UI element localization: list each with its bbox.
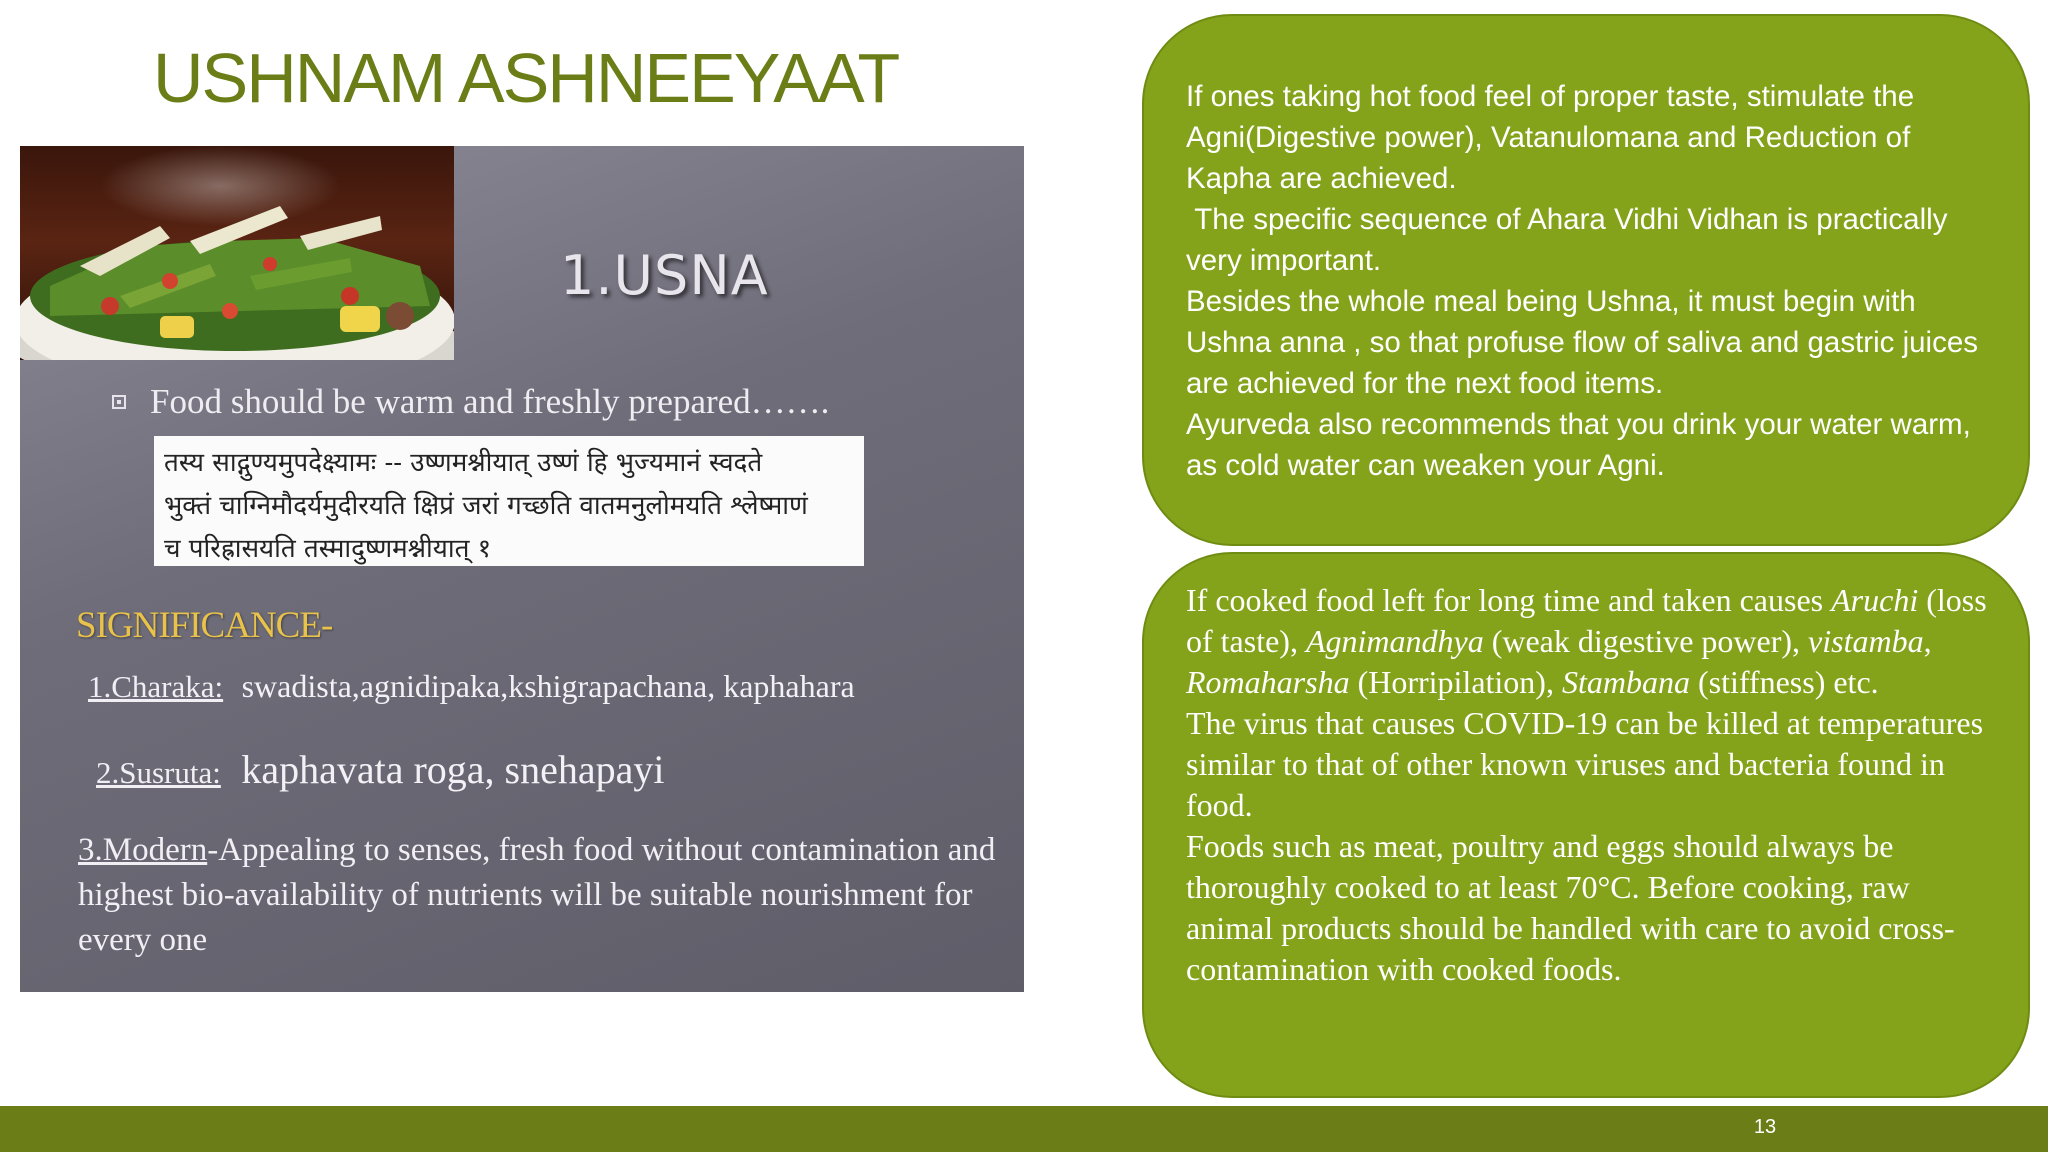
- susruta-row: [96, 746, 664, 793]
- term-vistamba: vistamba: [1808, 623, 1924, 659]
- charaka-label: 1.Charaka:: [88, 669, 224, 704]
- box1-paragraph: Ayurveda also recommends that you drink your water warm, as cold water can weaken your Agni.: [1186, 408, 1971, 482]
- sanskrit-verse-box: [154, 436, 864, 566]
- modern-text: -Appealing to senses, fresh food without contamination and highest bio-availability of nutrients will be suitable nourishment for every one: [78, 832, 996, 958]
- salad-bowl-illustration: [20, 146, 454, 360]
- text-span: ,: [1923, 623, 1932, 659]
- sanskrit-line: भुक्तं चाग्निमौदर्यमुदीरयति क्षिप्रं जरां गच्छति वातमनुलोमयति श्लेष्माणं: [164, 491, 808, 521]
- bullet-text: Food should be warm and freshly prepared…….: [150, 382, 830, 421]
- text-span: If cooked food left for long time and taken causes: [1186, 582, 1832, 618]
- food-safety-box: [1142, 552, 2030, 1098]
- text-span: (loss of taste),: [1186, 582, 1987, 659]
- sanskrit-line: च परिह्रासयति तस्मादुष्णमश्नीयात् १: [164, 534, 492, 564]
- food-bowl-photo: [20, 146, 454, 360]
- modern-label: 3.Modern: [78, 832, 208, 868]
- embedded-slide-image: [20, 146, 1024, 992]
- sanskrit-line: तस्य साद्गुण्यमुपदेक्ष्यामः -- उष्णमश्नीयात् उष्णं हि भुज्यमानं स्वदते: [164, 448, 763, 478]
- text-span: (stiffness) etc.: [1689, 664, 1879, 700]
- charaka-text: swadista,agnidipaka,kshigrapachana, kaphahara: [241, 668, 855, 704]
- text-span: (weak digestive power),: [1483, 623, 1809, 659]
- box2-paragraph: The virus that causes COVID-19 can be killed at temperatures similar to that of other known viruses and bacteria found in food.: [1186, 705, 1984, 823]
- slide-number: 13: [1753, 1116, 1777, 1138]
- slide-title: USHNAM ASHNEEYAAT: [153, 39, 899, 117]
- square-bullet-icon: [112, 395, 126, 409]
- text-span: (Horripilation),: [1349, 664, 1562, 700]
- term-agnimandhya: Agnimandhya: [1305, 623, 1484, 659]
- significance-heading: SIGNIFICANCE-: [76, 605, 333, 646]
- ushna-benefits-box: [1142, 14, 2030, 546]
- susruta-text: kaphavata roga, snehapayi: [241, 747, 665, 792]
- box2-paragraph: [1186, 580, 1998, 703]
- term-stambana: Stambana: [1561, 664, 1690, 700]
- term-aruchi: Aruchi: [1831, 582, 1919, 618]
- charaka-row: [88, 668, 855, 705]
- bullet-item: [112, 382, 829, 422]
- box1-paragraph: If ones taking hot food feel of proper taste, stimulate the Agni(Digestive power), Vatanulomana and Reduction of Kapha are achieved.: [1186, 80, 1915, 195]
- modern-paragraph: [78, 828, 1018, 963]
- usna-heading: 1.USNA: [560, 244, 769, 307]
- susruta-label: 2.Susruta:: [96, 755, 221, 790]
- box2-paragraph: Foods such as meat, poultry and eggs should always be thoroughly cooked to at least 70°C. Before cooking, raw animal products should be handled with care to avoid cross-contamination with cooked foods.: [1186, 828, 1955, 987]
- term-romaharsha: Romaharsha: [1186, 664, 1350, 700]
- box1-paragraph: Besides the whole meal being Ushna, it must begin with Ushna anna , so that profuse flow of saliva and gastric juices are achieved for the next food items.: [1186, 285, 1979, 400]
- box1-paragraph: The specific sequence of Ahara Vidhi Vidhan is practically very important.: [1186, 203, 1956, 277]
